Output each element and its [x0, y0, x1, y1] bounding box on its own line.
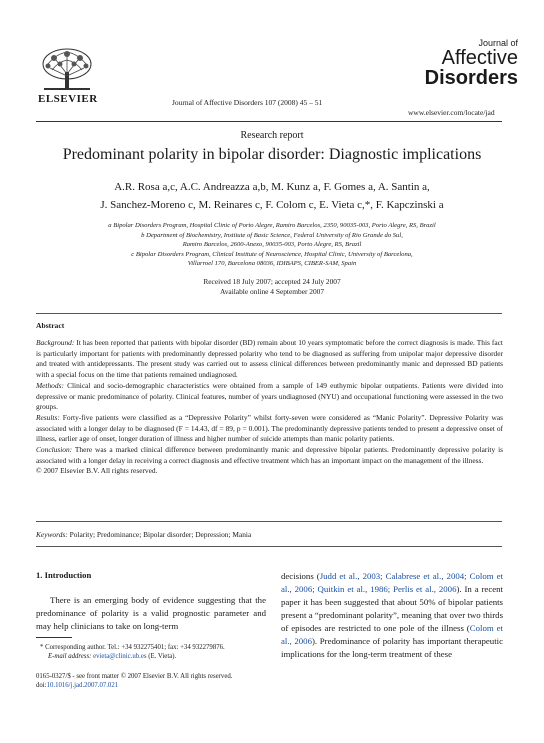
abstract-results	[36, 413, 503, 445]
col2-text-post: ). Predominance of polarity has important therapeutic implications for the long-term treatment of these	[281, 636, 503, 659]
journal-logo-line3: Disorders	[424, 67, 518, 89]
authors-line-1: A.R. Rosa a,c, A.C. Andreazza a,b, M. Kunz a, F. Gomes a, A. Santin a,	[114, 181, 430, 193]
doi-link[interactable]: 10.1016/j.jad.2007.07.021	[46, 682, 119, 689]
journal-reference: Journal of Affective Disorders 107 (2008) 45 – 51	[172, 98, 323, 107]
keywords-label: Keywords:	[36, 530, 68, 539]
intro-paragraph: There is an emerging body of evidence suggesting that the predominance of polarity is a valid prognostic parameter and may help clinicians to take on long-term	[36, 595, 266, 631]
abstract-conclusion	[36, 445, 503, 466]
available-date: Available online 4 September 2007	[219, 286, 325, 296]
publisher-name: ELSEVIER	[38, 93, 98, 105]
affiliation-b: b Department of Biochemistry, Institute of Basic Science, Federal University of Rio Grande do Sul,	[141, 231, 403, 239]
email-line	[36, 652, 266, 661]
affiliation-c-cont: Villarroel 170, Barcelona 08036, IDIBAPS, CIBER-SAM, Spain	[187, 260, 357, 268]
abstract-background	[36, 338, 503, 381]
methods-label: Methods:	[36, 380, 64, 390]
corresponding-footnote	[36, 643, 266, 661]
front-matter-line: 0165-0327/$ - see front matter © 2007 Elsevier B.V. All rights reserved.	[36, 673, 233, 680]
affiliation-b-cont: Ramiro Barcelos, 2600-Anexo, 90035-003, Porto Alegre, RS, Brazil	[182, 241, 362, 249]
citation-links-1[interactable]: Judd et al., 2003; Calabrese et al., 2004; Colom et al., 2006; Quitkin et al., 1986; Perlis et al., 2006	[281, 571, 503, 594]
conclusion-label: Conclusion:	[36, 445, 73, 455]
body-column-right	[281, 570, 503, 661]
affiliations	[40, 221, 504, 269]
email-suffix: (E. Vieta).	[148, 653, 177, 660]
keywords-text: Polarity; Predominance; Bipolar disorder; Depression; Mania	[69, 530, 252, 539]
affiliation-c: c Bipolar Disorders Program, Clinical Institute of Neuroscience, Hospital Clinic, University of Barcelona,	[131, 250, 413, 258]
abstract-copyright: © 2007 Elsevier B.V. All rights reserved.	[36, 466, 158, 476]
corresponding-author: * Corresponding author. Tel.: +34 932275401; fax: +34 932279876.	[40, 644, 225, 651]
article-title: Predominant polarity in bipolar disorder: Diagnostic implications	[62, 146, 482, 163]
results-label: Results:	[36, 412, 60, 422]
affiliation-a: a Bipolar Disorders Program, Hospital Clinic of Porto Alegre, Ramiro Barcelos, 2350, 90035-003, Porto Alegre, RS, Brazil	[108, 222, 436, 229]
author-list	[40, 178, 504, 214]
doi-label: doi:	[36, 682, 47, 689]
keywords-bottom-divider	[36, 546, 502, 547]
abstract-top-divider	[36, 313, 502, 314]
abstract-body	[36, 338, 503, 477]
article-type: Research report	[240, 130, 304, 141]
page-footer	[36, 672, 286, 690]
keywords	[36, 530, 503, 539]
email-link[interactable]: evieta@clinic.ub.es	[93, 653, 147, 660]
elsevier-tree-icon	[38, 46, 96, 92]
email-label: E-mail address:	[48, 653, 92, 660]
keywords-top-divider	[36, 521, 502, 522]
publisher-logo	[38, 46, 96, 105]
abstract-methods	[36, 381, 503, 413]
section-heading: 1. Introduction	[36, 570, 92, 580]
background-label: Background:	[36, 338, 75, 347]
conclusion-text: There was a marked clinical difference between predominantly manic and depressive bipolar patients. Predominantly depressive polarity is associated with a longer delay in receiving a correct diagnosis and effective treatment which has an important impact on the management of the illness.	[36, 445, 503, 465]
col2-text-pre: decisions (	[281, 571, 320, 581]
body-column-left	[36, 594, 266, 633]
methods-text: Clinical and socio-demographic characteristics were obtained from a sample of 149 euthymic bipolar outpatients. Patients were divided into depressive or manic predominance of polarity. Clinical features, number of years undiagnosed (NYU) and occupational functioning were assessed in the two groups.	[36, 380, 503, 412]
footnote-divider	[36, 637, 72, 638]
received-date: Received 18 July 2007; accepted 24 July 2007	[203, 277, 341, 286]
journal-logo-line2: Affective	[441, 47, 518, 69]
authors-line-2: J. Sanchez-Moreno c, M. Reinares c, F. Colom c, E. Vieta c,*, F. Kapczinski a	[100, 199, 444, 211]
citation-link-colom[interactable]: Colom et al., 2006	[281, 623, 503, 646]
article-dates	[0, 277, 544, 296]
results-text: Forty-five patients were classified as a “Depressive Polarity” whilst forty-seven were considered as “Manic Polarity”. Depressive Polarity was associated with a longer delay to be diagnosed (F = 14.43, df = 89, p = 0.001). The predominantly depressive patients tended to present a depressive onset of illness, earlier age of onset, longer duration of illness and higher number of suicide attempts than manic polarity patients.	[36, 412, 503, 444]
journal-logo-line1: Journal of	[478, 38, 518, 48]
doi-line	[36, 681, 286, 690]
journal-url[interactable]: www.elsevier.com/locate/jad	[408, 108, 495, 117]
abstract-heading: Abstract	[36, 321, 65, 330]
col2-text-mid: ). In a recent paper it has been suggested that about 50% of bipolar patients present a “predominant polarity”, meaning that over two thirds of episodes are restricted to one pole of the illness (	[281, 584, 503, 633]
header-divider	[36, 121, 502, 122]
journal-logo	[418, 38, 518, 88]
background-text: It has been reported that patients with bipolar disorder (BD) remain about 10 years symptomatic before the correct diagnosis is made. This fact is particularly important for patients with predominantly depressed polarity who tend to be diagnosed as suffering from unipolar major depressive disorder and treated with antidepressants. The present study was carried out to assess clinical differences between predominantly manic and depressed BD patients with a special focus on the time that patients remained undiagnosed.	[36, 338, 503, 380]
